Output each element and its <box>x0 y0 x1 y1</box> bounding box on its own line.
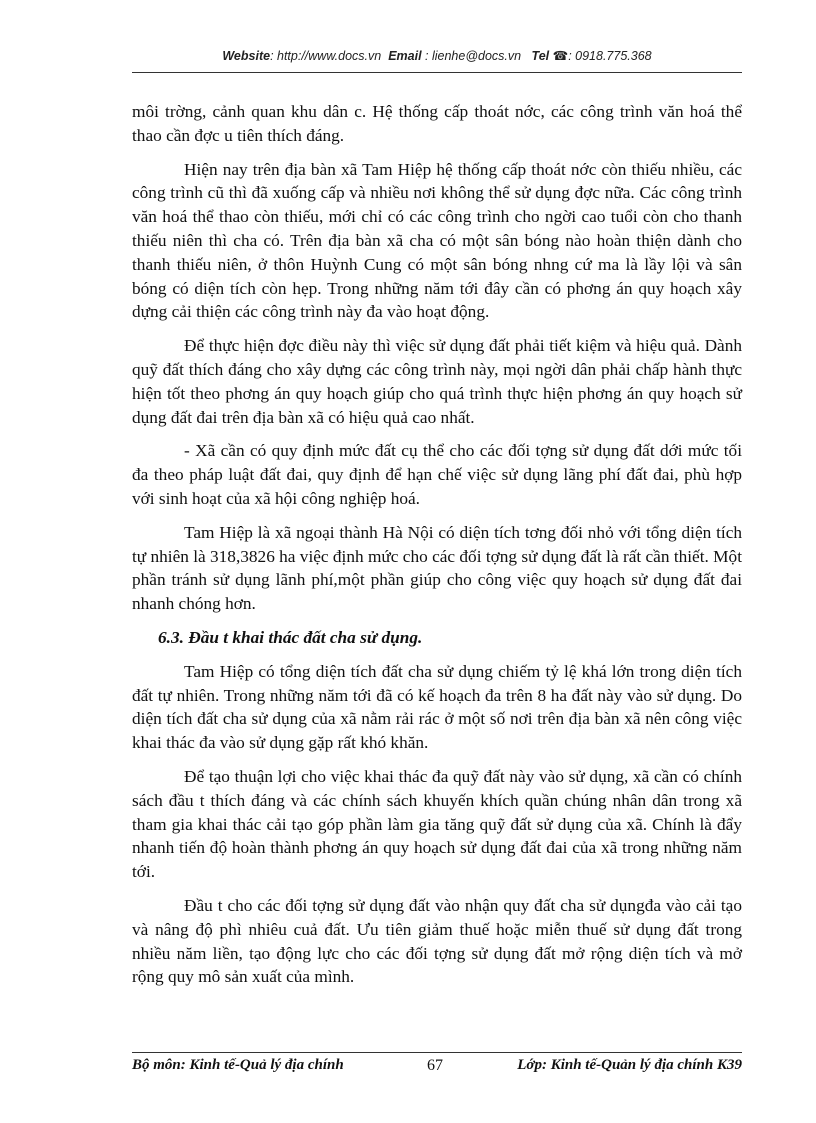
email-label: Email <box>388 49 422 63</box>
paragraph-2: Hiện nay trên địa bàn xã Tam Hiệp hệ thống cấp thoát nớc còn thiếu nhiều, các công trình cũ thì đã xuống cấp và nhiều nơi không thể sử dụng đợc nữa. Các công trình văn hoá thể thao còn thiếu, mới chỉ có các công trình cho ngời cao tuổi còn cho thanh thiếu niên thì cha có. Trên địa bàn xã cha có một sân bóng nào hoàn thiện dành cho thanh thiếu niên, ở thôn Huỳnh Cung có một sân bóng nhng cứ ma là lầy lội và sân bóng có diện tích còn hẹp. Trong những năm tới đây cần có phơng án quy hoạch xây dựng cải thiện các công trình này đa vào hoạt động. <box>132 159 742 322</box>
tel-value: : 0918.775.368 <box>568 49 652 63</box>
paragraph-6: Tam Hiệp có tổng diện tích đất cha sử dụng chiếm tỷ lệ khá lớn trong diện tích đất tự nhiên. Trong những năm tới đã có kế hoạch đa trên 8 ha đất này vào sử dụng. Do diện tích đất cha sử dụng của xã nằm rải rác ở một số nơi trên địa bàn xã nên công việc khai thác đa vào sử dụng gặp rất khó khăn. <box>132 661 742 753</box>
footer-class: Lớp: Kinh tế-Quản lý địa chính K39 <box>517 1057 742 1073</box>
document-body <box>132 100 742 999</box>
website-label: Website <box>222 49 271 63</box>
header-divider <box>132 72 742 73</box>
tel-label: Tel <box>531 49 550 63</box>
paragraph-1: môi trờng, cảnh quan khu dân c. Hệ thống cấp thoát nớc, các công trình văn hoá thể thao cần đợc u tiên thích đáng. <box>132 102 742 145</box>
footer-divider <box>132 1052 742 1053</box>
footer-department: Bộ môn: Kinh tế-Quả lý địa chính <box>132 1057 344 1073</box>
phone-icon: ☎ <box>552 49 569 63</box>
paragraph-8: Đầu t cho các đối tợng sử dụng đất vào nhận quy đất cha sử dụngđa vào cải tạo và nâng độ phì nhiêu cuả đất. Ưu tiên giảm thuế hoặc miễn thuế sử dụng đất trong nhiều năm liền, tạo động lực cho các đối tợng sử dụng đất mở rộng diện tích và mở rộng quy mô sản xuất của mình. <box>132 895 742 987</box>
paragraph-4: - Xã cần có quy định mức đất cụ thể cho các đối tợng sử dụng đất dới mức tối đa theo pháp luật đất đai, quy định để hạn chế việc sử dụng lãng phí đất đai, phù hợp với sinh hoạt của xã hội công nghiệp hoá. <box>132 441 742 508</box>
paragraph-7: Để tạo thuận lợi cho việc khai thác đa quỹ đất này vào sử dụng, xã cần có chính sách đầu t thích đáng và các chính sách khuyến khích quần chúng nhân dân trong xã tham gia khai thác cải tạo góp phần làm gia tăng quỹ đất sử dụng của xã. Chính là đẩy nhanh tiến độ hoàn thành phơng án quy hoạch sử dụng đất đai của xã trong những năm tới. <box>132 766 742 882</box>
paragraph-3: Để thực hiện đợc điều này thì việc sử dụng đất phải tiết kiệm và hiệu quả. Dành quỹ đất thích đáng cho xây dựng các công trình này, mọi ngời dân phải chấp hành thực hiện tốt theo phơng án quy hoạch giúp cho quá trình thực hiện phơng án quy hoạch sử dụng đất đai trên địa bàn xã có hiệu quả cao nhất. <box>132 336 742 427</box>
page-number: 67 <box>427 1057 443 1074</box>
paragraph-5: Tam Hiệp là xã ngoại thành Hà Nội có diện tích tơng đối nhỏ với tổng diện tích tự nhiên là 318,3826 ha việc định mức cho các đối tợng sử dụng đất là rất cần thiết. Một phần tránh sử dụng lãnh phí,một phần giúp cho công việc quy hoạch sử dụng đất đai nhanh chóng hơn. <box>132 522 742 614</box>
section-heading: 6.3. Đầu t khai thác đất cha sử dụng. <box>158 627 423 647</box>
website-value: : http://www.docs.vn <box>270 49 382 63</box>
email-value: : lienhe@docs.vn <box>425 49 522 63</box>
page-header <box>132 48 742 63</box>
